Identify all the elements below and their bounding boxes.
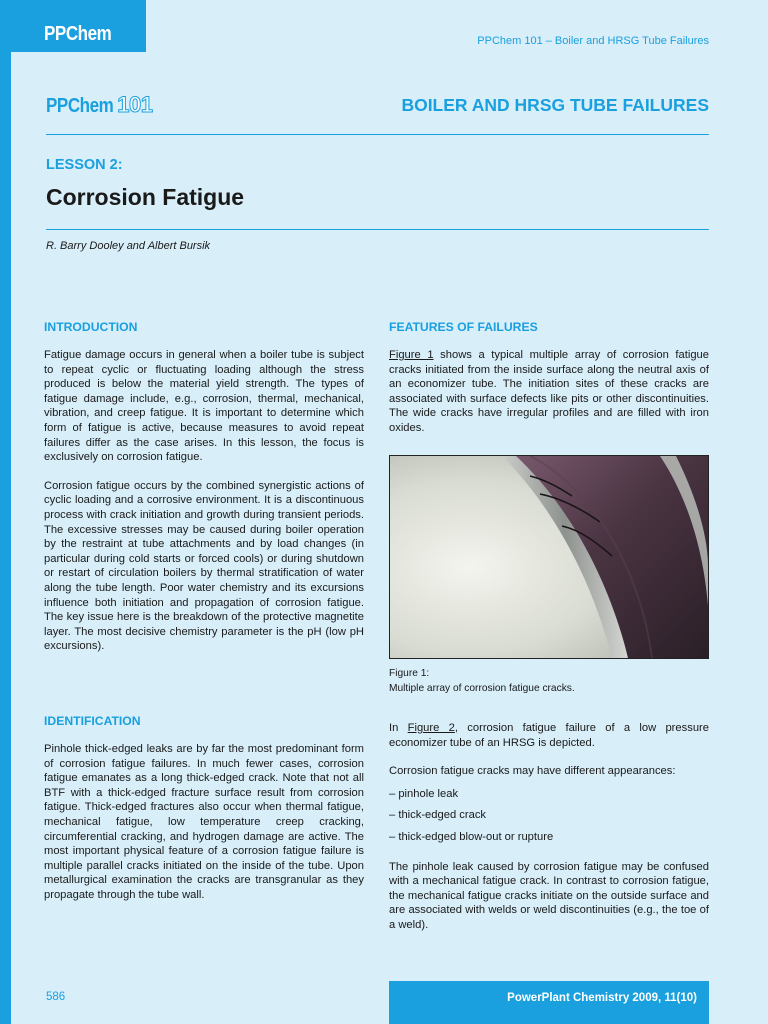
list-item: – pinhole leak — [389, 787, 459, 800]
features-paragraph-1-text: shows a typical multiple array of corrosion fatigue cracks initiated from the inside surface along the neutral axis of an economizer tube. The initiation sites of these cracks are associated with surface defects like pits or other discontinuities. The wide cracks have irregular profiles and are filled with iron oxides. — [389, 349, 709, 434]
figure-caption-text: Multiple array of corrosion fatigue cracks. — [389, 683, 575, 694]
figure-1-link[interactable]: Figure 1 — [389, 349, 434, 361]
introduction-section — [44, 320, 364, 654]
logo-box — [0, 0, 146, 52]
identification-section — [44, 714, 364, 903]
footer-box — [389, 981, 709, 1024]
appearances-intro: Corrosion fatigue cracks may have different appearances: — [389, 765, 676, 778]
list-item: – thick-edged blow-out or rupture — [389, 830, 554, 843]
title-rule — [46, 229, 709, 230]
running-head: PPChem 101 – Boiler and HRSG Tube Failures — [477, 35, 709, 47]
figure-1-caption — [389, 666, 575, 696]
left-color-bar — [0, 0, 11, 1024]
figure-2-paragraph — [389, 721, 709, 750]
introduction-heading: INTRODUCTION — [44, 320, 138, 334]
identification-paragraph: Pinhole thick-edged leaks are by far the most predominant form of corrosion fatigue failures. In much fewer cases, corrosion fatigue emanates as a long thick-edged crack. Note that not all BTF with a thick-edged fracture surface result from corrosion fatigue. Thick-edged fractures also occur when thermal fatigue, mechanical fatigue, low temperature creep cracking, circumferential cracking, and hydrogen damage are active. The most important physical feature of a corrosion fatigue failure is multiple parallel cracks initiated on the inside of the tube. Upon metallurgical examination the cracks are transgranular as they propagate through the tube wall. — [44, 743, 364, 901]
figure-1-photo — [389, 455, 709, 659]
features-heading: FEATURES OF FAILURES — [389, 320, 538, 334]
lesson-label: LESSON 2: — [46, 157, 123, 173]
series-logo — [46, 92, 152, 118]
list-item: – thick-edged crack — [389, 809, 487, 822]
identification-heading: IDENTIFICATION — [44, 714, 141, 728]
logo: PPChem — [44, 23, 112, 45]
figure-2-link[interactable]: Figure 2 — [407, 722, 455, 734]
authors: R. Barry Dooley and Albert Bursik — [46, 240, 211, 252]
intro-paragraph-1: Fatigue damage occurs in general when a boiler tube is subject to repeat cyclic or fluctuating loading although the stress produced is below the material yield strength. The types of fatigue damage include, e.g., corrosion, thermal, mechanical, vibration, and creep fatigue. It is important to determine which form of fatigue is active, because measures to avoid repeat failures differ as the case arises. In this lesson, the focus is exclusively on corrosion fatigue. — [44, 349, 364, 464]
page-title: Corrosion Fatigue — [46, 184, 245, 210]
series-number: 101 — [117, 92, 153, 117]
figure-2-section — [389, 721, 709, 933]
journal-citation: PowerPlant Chemistry 2009, 11(10) — [507, 992, 697, 1004]
pinhole-paragraph: The pinhole leak caused by corrosion fatigue may be confused with a mechanical fatigue crack. In contrast to corrosion fatigue, the mechanical fatigue cracks initiate on the outside surface and are associated with welds or weld discontinuities (e.g., the toe of a weld). — [389, 860, 709, 931]
section-title: BOILER AND HRSG TUBE FAILURES — [401, 95, 709, 115]
header-rule — [46, 134, 709, 135]
corrosion-fatigue-photo — [390, 456, 708, 658]
figure-2-prefix: In — [389, 722, 408, 734]
appearances-list — [389, 787, 709, 845]
figure-2-text: , corrosion fatigue failure of a low pressure economizer tube of an HRSG is depicted. — [389, 722, 709, 749]
page-number: 586 — [46, 991, 66, 1003]
figure-caption-label: Figure 1: — [389, 668, 430, 679]
intro-paragraph-2: Corrosion fatigue occurs by the combined synergistic actions of cyclic loading and a corrosive environment. It is a discontinuous process with crack initiation and growth during transient periods. The excessive stresses may be caused during boiler operation by the restraint at tube attachments and by load changes (in particular during cold starts or forced cools) or during shutdown or restart of circulation boilers by thermal stratification of water along the tube length. Poor water chemistry and its excursions influence both initiation and propagation of corrosion fatigue. The key issue here is the breakdown of the protective magnetite layer. The most decisive chemistry parameter is the pH (low pH excursions). — [44, 479, 364, 653]
series-name: PPChem — [46, 95, 114, 117]
features-section — [389, 320, 709, 436]
features-paragraph-1 — [389, 348, 709, 436]
